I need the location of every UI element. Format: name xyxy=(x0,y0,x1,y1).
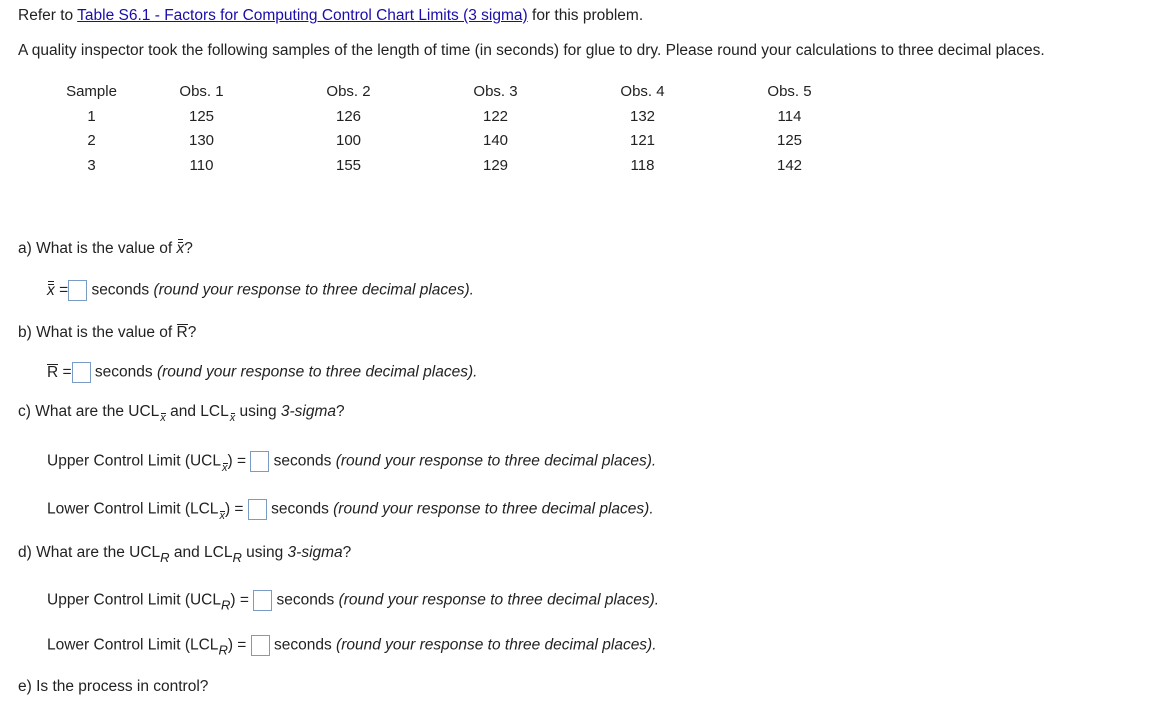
table-cell: 100 xyxy=(335,132,362,150)
ucl-x-row: Upper Control Limit (UCLx) = seconds (round your response to three decimal places). xyxy=(47,452,657,474)
ucl-r-row: Upper Control Limit $(UCL_R)$ = seconds (round your response to three decimal places). xyxy=(47,591,660,613)
header-obs5: Obs. 5 xyxy=(767,83,812,100)
table-cell: 140 xyxy=(482,132,509,150)
header-sample: Sample xyxy=(66,83,117,100)
lcl-r-input[interactable] xyxy=(251,635,270,656)
r-subscript: R xyxy=(221,597,231,613)
table-row xyxy=(55,153,863,178)
samples-table xyxy=(55,79,863,178)
x-bar-subscript: x xyxy=(160,412,166,424)
table-cell: 130 xyxy=(188,132,215,150)
table-cell: 110 xyxy=(189,156,214,174)
table-row xyxy=(55,129,863,154)
table-header-row xyxy=(55,79,863,104)
problem-description: A quality inspector took the following samples of the length of time (in seconds) for glue to dry. Please round your calculations to three decimal places. xyxy=(18,42,1045,59)
x-bar-subscript: x xyxy=(229,412,236,424)
answer-row-a: x = seconds (round your response to three decimal places). xyxy=(47,280,474,301)
table-cell: 121 xyxy=(629,132,656,150)
r-subscript: R xyxy=(232,550,242,565)
table-cell: 3 xyxy=(87,156,96,174)
table-cell: 1 xyxy=(87,107,96,125)
table-cell: 142 xyxy=(776,156,803,174)
x-double-bar-symbol: x xyxy=(47,281,55,299)
table-cell: 129 xyxy=(482,156,509,174)
refer-line: Refer to Table S6.1 - Factors for Computing Control Chart Limits (3 sigma) for this problem. xyxy=(18,7,644,24)
table-cell: 122 xyxy=(482,107,509,125)
header-obs1: Obs. 1 xyxy=(179,83,224,100)
answer-row-b: R = seconds (round your response to three decimal places). xyxy=(47,362,477,383)
table-cell: 125 xyxy=(188,107,215,125)
question-c: c) What are the UCLx and LCLx using 3-sigma? xyxy=(18,403,345,424)
x-bar-subscript: x xyxy=(222,461,228,474)
table-s6-1-link[interactable]: Table S6.1 - Factors for Computing Control Chart Limits (3 sigma) xyxy=(77,7,528,24)
table-cell: 155 xyxy=(335,156,362,174)
header-obs4: Obs. 4 xyxy=(620,83,665,100)
header-obs3: Obs. 3 xyxy=(473,83,518,100)
r-bar-symbol: R xyxy=(47,363,59,381)
x-double-bar-answer-input[interactable] xyxy=(68,280,87,301)
r-bar-symbol: R xyxy=(176,324,188,341)
table-cell: 126 xyxy=(335,107,362,125)
ucl-x-bar-input[interactable] xyxy=(250,451,269,472)
table-cell: 132 xyxy=(629,107,656,125)
r-bar-answer-input[interactable] xyxy=(72,362,91,383)
question-d: d) What are the $UCL_R$ and $LCL_R$ using 3-sigma? xyxy=(18,544,352,565)
question-e: e) Is the process in control? xyxy=(18,678,209,695)
lcl-x-bar-input[interactable] xyxy=(248,499,267,520)
x-double-bar-symbol: x xyxy=(176,240,185,257)
x-bar-subscript: x xyxy=(219,509,225,522)
r-subscript: R xyxy=(160,550,170,565)
table-cell: 125 xyxy=(776,132,803,150)
table-cell: 114 xyxy=(777,107,802,125)
r-subscript: R xyxy=(218,642,228,658)
lcl-x-row: Lower Control Limit (LCLx) = seconds (round your response to three decimal places). xyxy=(47,500,654,522)
question-b: b) What is the value of R? xyxy=(18,324,197,341)
table-cell: 118 xyxy=(630,156,655,174)
header-obs2: Obs. 2 xyxy=(326,83,371,100)
lcl-r-row: Lower Control Limit $(LCL_R)$ = seconds (round your response to three decimal places). xyxy=(47,636,657,658)
question-a: a) What is the value of x? xyxy=(18,240,193,257)
ucl-r-input[interactable] xyxy=(253,590,272,611)
table-cell: 2 xyxy=(87,132,96,150)
table-row xyxy=(55,104,863,129)
